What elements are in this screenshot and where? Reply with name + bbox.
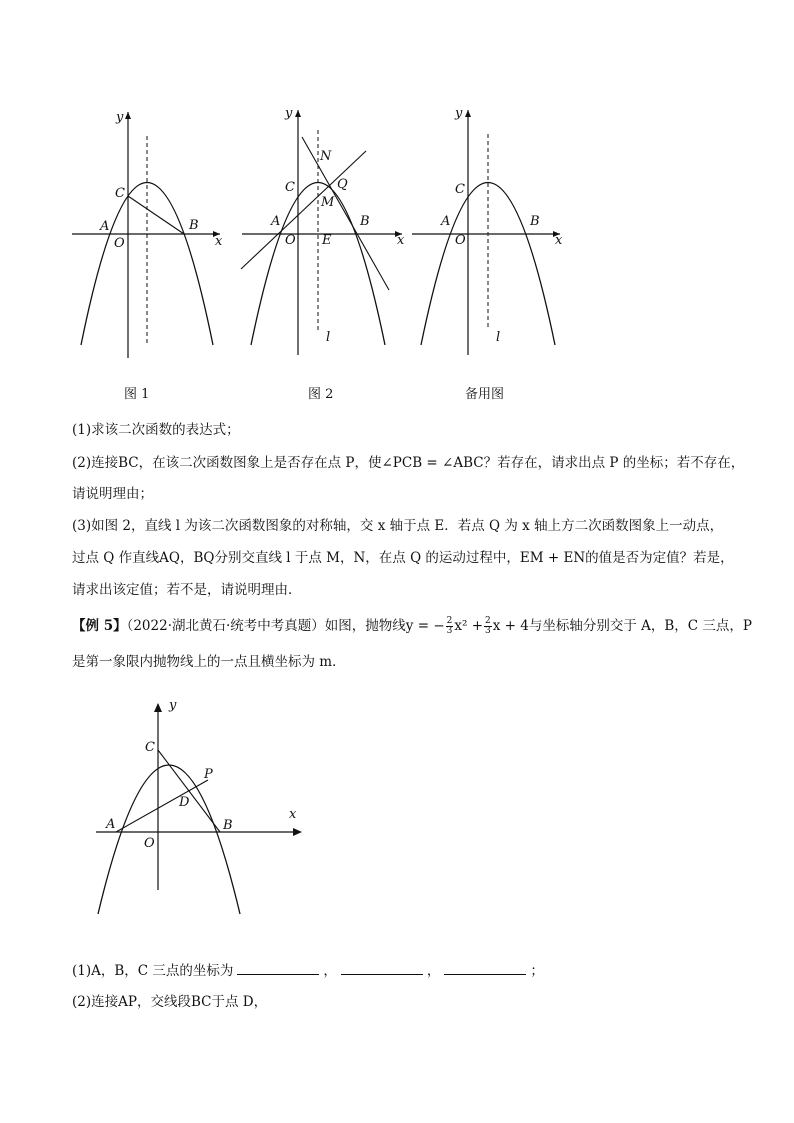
fig3-label-b: B <box>530 214 540 229</box>
fig2-line-aq <box>241 151 366 269</box>
fig1-label-y: y <box>116 110 124 125</box>
fig3-label-o: O <box>455 233 466 248</box>
question-3-continued-2: 请求出该定值；若不是，请说明理由． <box>72 582 302 598</box>
answer-blank-a[interactable] <box>237 960 319 975</box>
fig1-segment-cb <box>128 196 184 234</box>
fig3-label-c: C <box>455 182 465 197</box>
fig3-label-x: x <box>555 233 563 248</box>
fig2-label-l: l <box>326 330 331 345</box>
question-3-continued: 过点 Q 作直线AQ，BQ分别交直线 l 于点 M，N，在点 Q 的运动过程中，EM + EN的值是否为定值？若是， <box>72 550 734 566</box>
ex5-label-c: C <box>145 740 155 755</box>
fig3-label-a: A <box>441 214 451 229</box>
fig2-label-q: Q <box>337 177 348 192</box>
fig2-label-b: B <box>360 214 370 229</box>
example-5-intro-b: x² + <box>454 618 484 634</box>
ex5-q1-prefix: (1)A，B，C 三点的坐标为 <box>72 963 234 979</box>
figure-row <box>0 0 794 410</box>
fig2-label-a: A <box>271 214 281 229</box>
answer-blank-b[interactable] <box>341 960 423 975</box>
example-5-figure <box>90 700 410 930</box>
ex5-segment-ap <box>116 780 208 832</box>
fig1-y-arrow <box>125 112 131 119</box>
example-5-tag: 【例 5】 <box>72 618 127 634</box>
fraction-2-3-first <box>446 617 454 636</box>
fig2-label-n: N <box>320 149 332 164</box>
fig2-caption: 图 2 <box>308 387 334 402</box>
ex5-y-arrow <box>154 703 162 712</box>
question-1: (1)求该二次函数的表达式； <box>72 422 240 438</box>
fraction-denominator: 3 <box>485 626 491 636</box>
fig2-label-y: y <box>285 106 293 121</box>
example-5-intro-c: x + 4与坐标轴分别交于 A，B，C 三点，P <box>492 618 753 634</box>
question-3: (3)如图 2，直线 l 为该二次函数图象的对称轴，交 x 轴于点 E．若点 Q 为 x 轴上方二次函数图象上一动点， <box>72 518 724 534</box>
example-5-source: （2022·湖北黄石·统考中考真题） <box>126 618 325 634</box>
fraction-numerator: 2 <box>446 616 453 626</box>
fig2-y-arrow <box>295 110 301 117</box>
fraction-2-3-second <box>484 617 492 636</box>
fig1-label-b: B <box>189 218 199 233</box>
fraction-numerator: 2 <box>485 616 491 626</box>
ex5-label-x: x <box>289 807 297 822</box>
ex5-x-arrow <box>293 828 302 836</box>
fig2-label-o: O <box>285 233 296 248</box>
figure-1 <box>72 110 223 402</box>
ex5-q1-sep-1: ， <box>323 963 337 979</box>
fig1-label-c: C <box>115 186 125 201</box>
fraction-denominator: 3 <box>446 626 453 636</box>
example-5-line-2: 是第一象限内抛物线上的一点且横坐标为 m． <box>72 654 346 670</box>
fig1-caption: 图 1 <box>124 387 150 402</box>
answer-blank-c[interactable] <box>444 960 526 975</box>
ex5-label-p: P <box>204 767 213 782</box>
fig2-line-bq <box>302 137 389 290</box>
ex5-q1-end: ； <box>530 963 544 979</box>
fig2-label-m: M <box>321 195 335 210</box>
ex5-label-o: O <box>144 836 155 851</box>
fig1-label-a: A <box>100 219 110 234</box>
ex5-label-y: y <box>169 700 177 713</box>
fig2-label-x: x <box>397 233 405 248</box>
ex5-label-d: D <box>179 795 190 810</box>
ex5-label-a: A <box>106 817 116 832</box>
example-5-intro <box>72 616 752 636</box>
fig3-caption: 备用图 <box>465 387 505 402</box>
question-2: (2)连接BC，在该二次函数图象上是否存在点 P，使∠PCB = ∠ABC？若存在，请求出点 P 的坐标；若不存在， <box>72 455 745 471</box>
figure-2 <box>241 106 405 402</box>
ex5-label-b: B <box>223 818 233 833</box>
fig3-y-arrow <box>465 110 471 117</box>
ex5-parabola <box>98 765 240 914</box>
fig1-label-x: x <box>215 234 223 249</box>
example-5-intro-a: 如图，抛物线y = − <box>324 618 445 634</box>
question-2-continued: 请说明理由； <box>72 486 153 502</box>
fig2-label-e: E <box>322 233 332 248</box>
example-5-question-2: (2)连接AP，交线段BC于点 D， <box>72 994 268 1010</box>
fig1-label-o: O <box>114 236 125 251</box>
example-5-question-1 <box>72 960 544 981</box>
ex5-q1-sep-2: ， <box>426 963 441 979</box>
figure-3 <box>412 106 563 402</box>
fig2-label-c: C <box>285 180 295 195</box>
fig3-label-l: l <box>496 330 501 345</box>
fig3-label-y: y <box>455 106 463 121</box>
